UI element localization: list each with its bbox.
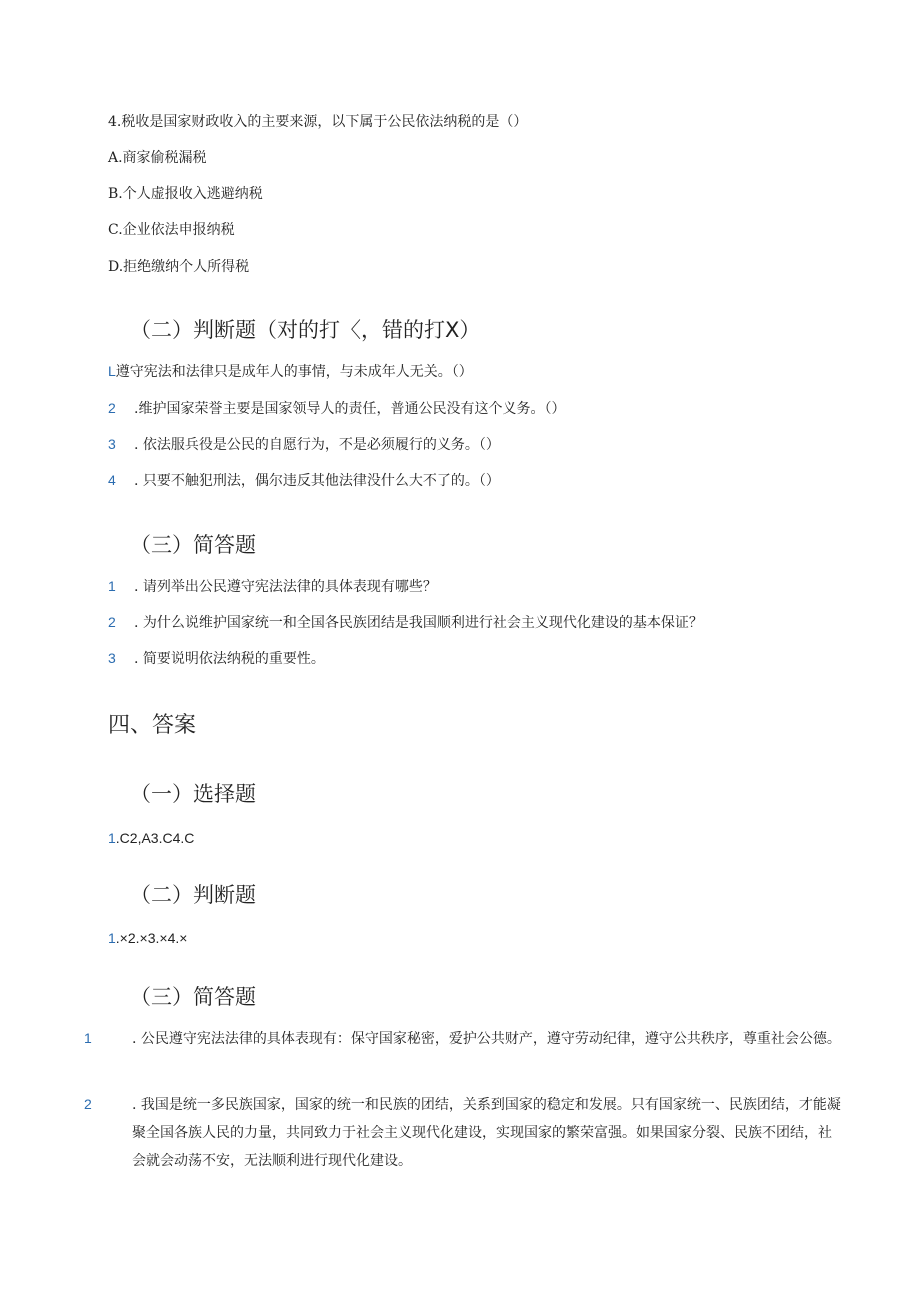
item-text: . 公民遵守宪法法律的具体表现有：保守国家秘密，爱护公共财产，遵守劳动纪律，遵守公共秩序，尊重社会公德。 <box>132 1031 841 1047</box>
question-4-stem: 4.税收是国家财政收入的主要来源，以下属于公民依法纳税的是（） <box>108 114 528 130</box>
short-item <box>108 612 703 633</box>
choice-answers <box>108 828 194 848</box>
item-text: . 请列举出公民遵守宪法法律的具体表现有哪些？ <box>134 579 437 595</box>
option-b: B.个人虚报收入逃避纳税 <box>108 186 263 202</box>
option-d: D.拒绝缴纳个人所得税 <box>108 259 250 275</box>
item-number: 1 <box>108 578 116 594</box>
judge-item <box>108 361 473 382</box>
option-c: C.企业依法申报纳税 <box>108 222 235 238</box>
option-a: A.商家偷税漏税 <box>108 150 207 166</box>
item-number: 1 <box>108 930 116 946</box>
judge-item <box>108 398 565 419</box>
item-text: . 依法服兵役是公民的自愿行为，不是必须履行的义务。（） <box>134 437 500 453</box>
item-number: 2 <box>84 1096 92 1112</box>
answers-judge-heading: （二）判断题 <box>130 883 256 907</box>
answers-short-heading: （三）简答题 <box>130 985 256 1009</box>
judge-item <box>108 434 500 455</box>
item-text: .C2,A3.C4.C <box>115 830 195 846</box>
item-number: 2 <box>108 400 116 416</box>
short-answer-1 <box>84 1024 842 1053</box>
judge-heading: （二）判断题（对的打〈，错的打X） <box>130 318 481 342</box>
item-text: .×2.×3.×4.× <box>115 930 188 946</box>
short-heading: （三）简答题 <box>130 533 256 557</box>
short-item <box>108 576 437 597</box>
item-number: 1 <box>84 1030 92 1046</box>
item-number: 3 <box>108 436 116 452</box>
answers-heading: 四、答案 <box>108 713 197 738</box>
item-text: . 只要不触犯刑法，偶尔违反其他法律没什么大不了的。（） <box>134 473 500 489</box>
judge-answers <box>108 928 187 948</box>
short-item <box>108 648 325 669</box>
item-number: 1 <box>108 830 116 846</box>
item-text: 遵守宪法和法律只是成年人的事情，与未成年人无关。（） <box>115 364 473 380</box>
item-number: 4 <box>108 472 116 488</box>
item-text: . 我国是统一多民族国家，国家的统一和民族的团结，关系到国家的稳定和发展。只有国家统一、民族团结，才能凝聚全国各族人民的力量，共同致力于社会主义现代化建设，实现国家的繁荣富强。如果国家分裂、民族不团结，社会就会动荡不安，无法顺利进行现代化建设。 <box>132 1097 841 1169</box>
item-text: .维护国家荣誉主要是国家领导人的责任，普通公民没有这个义务。（） <box>134 401 566 417</box>
judge-item <box>108 470 500 491</box>
item-text: . 为什么说维护国家统一和全国各民族团结是我国顺利进行社会主义现代化建设的基本保证？ <box>134 615 703 631</box>
item-number: 3 <box>108 650 116 666</box>
item-text: . 简要说明依法纳税的重要性。 <box>134 651 325 667</box>
item-number: L <box>108 363 116 379</box>
answers-choice-heading: （一）选择题 <box>130 782 256 806</box>
item-number: 2 <box>108 614 116 630</box>
short-answer-2 <box>84 1090 842 1175</box>
